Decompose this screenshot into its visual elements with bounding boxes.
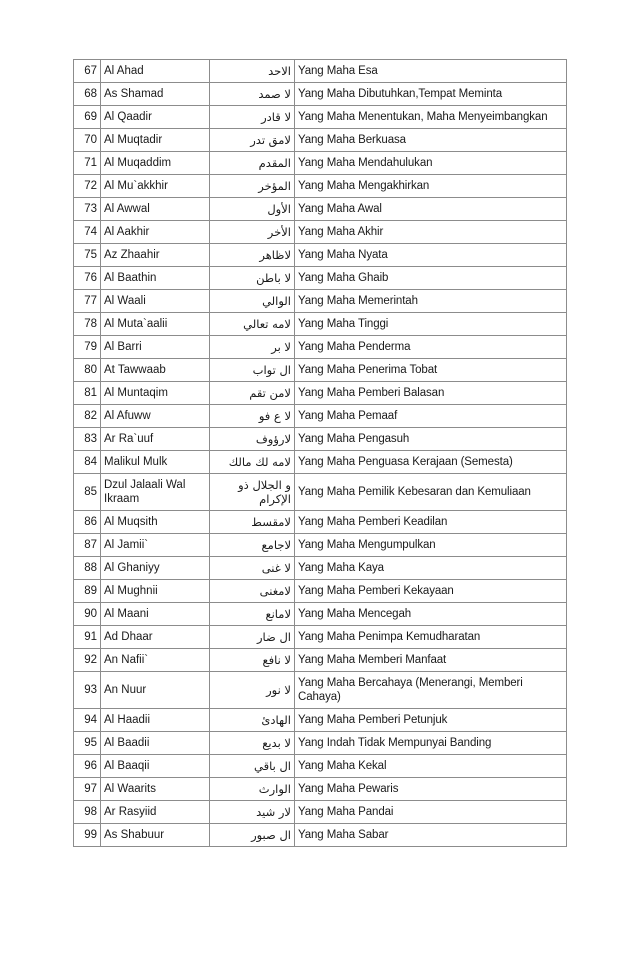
row-number: 82 [74, 405, 101, 428]
latin-name: Al Qaadir [101, 106, 210, 129]
table-row [74, 290, 567, 313]
arabic-name: الوارث [210, 778, 295, 801]
latin-name: Al Awwal [101, 198, 210, 221]
meaning-text: Yang Maha Sabar [295, 824, 567, 847]
meaning-text: Yang Maha Esa [295, 60, 567, 83]
row-number: 73 [74, 198, 101, 221]
row-number: 79 [74, 336, 101, 359]
row-number: 98 [74, 801, 101, 824]
meaning-text: Yang Maha Dibutuhkan,Tempat Meminta [295, 83, 567, 106]
latin-name: Al Mu`akkhir [101, 175, 210, 198]
row-number: 75 [74, 244, 101, 267]
latin-name: Al Ahad [101, 60, 210, 83]
row-number: 90 [74, 603, 101, 626]
arabic-name: لار شيد [210, 801, 295, 824]
table-row [74, 382, 567, 405]
table-row [74, 221, 567, 244]
arabic-name: ال ضار [210, 626, 295, 649]
table-row [74, 557, 567, 580]
latin-name: As Shabuur [101, 824, 210, 847]
table-row [74, 313, 567, 336]
row-number: 88 [74, 557, 101, 580]
table-row [74, 755, 567, 778]
row-number: 67 [74, 60, 101, 83]
arabic-name: لا قادر [210, 106, 295, 129]
meaning-text: Yang Maha Awal [295, 198, 567, 221]
table-row [74, 359, 567, 382]
latin-name: Dzul Jalaali Wal Ikraam [101, 474, 210, 511]
latin-name: An Nuur [101, 672, 210, 709]
row-number: 97 [74, 778, 101, 801]
arabic-name: لامغنى [210, 580, 295, 603]
table-body [74, 60, 567, 847]
asmaul-husna-table [73, 59, 567, 847]
arabic-name: لا بر [210, 336, 295, 359]
table-row [74, 534, 567, 557]
meaning-text: Yang Maha Pemilik Kebesaran dan Kemuliaan [295, 474, 567, 511]
latin-name: Al Mughnii [101, 580, 210, 603]
arabic-name: لا صمد [210, 83, 295, 106]
row-number: 76 [74, 267, 101, 290]
table-row [74, 709, 567, 732]
row-number: 69 [74, 106, 101, 129]
meaning-text: Yang Maha Memerintah [295, 290, 567, 313]
table-row [74, 778, 567, 801]
table-row [74, 511, 567, 534]
meaning-text: Yang Maha Kaya [295, 557, 567, 580]
latin-name: Al Ghaniyy [101, 557, 210, 580]
arabic-name: لامه تعالي [210, 313, 295, 336]
latin-name: Al Baadii [101, 732, 210, 755]
arabic-name: الاحد [210, 60, 295, 83]
latin-name: Al Aakhir [101, 221, 210, 244]
meaning-text: Yang Indah Tidak Mempunyai Banding [295, 732, 567, 755]
table-row [74, 649, 567, 672]
row-number: 81 [74, 382, 101, 405]
arabic-name: الأخر [210, 221, 295, 244]
row-number: 92 [74, 649, 101, 672]
meaning-text: Yang Maha Pemberi Balasan [295, 382, 567, 405]
meaning-text: Yang Maha Memberi Manfaat [295, 649, 567, 672]
latin-name: At Tawwaab [101, 359, 210, 382]
row-number: 83 [74, 428, 101, 451]
arabic-name: المؤخر [210, 175, 295, 198]
meaning-text: Yang Maha Mendahulukan [295, 152, 567, 175]
arabic-name: و الجلال ذو الإكرام [210, 474, 295, 511]
row-number: 70 [74, 129, 101, 152]
latin-name: Al Muqtadir [101, 129, 210, 152]
arabic-name: لا نور [210, 672, 295, 709]
latin-name: An Nafii` [101, 649, 210, 672]
arabic-name: لامن تقم [210, 382, 295, 405]
latin-name: Ad Dhaar [101, 626, 210, 649]
latin-name: Al Muntaqim [101, 382, 210, 405]
arabic-name: لامق تدر [210, 129, 295, 152]
arabic-name: الوالي [210, 290, 295, 313]
table-row [74, 244, 567, 267]
arabic-name: لا باطن [210, 267, 295, 290]
row-number: 77 [74, 290, 101, 313]
table-row [74, 336, 567, 359]
latin-name: Ar Ra`uuf [101, 428, 210, 451]
row-number: 78 [74, 313, 101, 336]
table-row [74, 732, 567, 755]
row-number: 80 [74, 359, 101, 382]
meaning-text: Yang Maha Akhir [295, 221, 567, 244]
row-number: 85 [74, 474, 101, 511]
arabic-name: ال صبور [210, 824, 295, 847]
meaning-text: Yang Maha Pengasuh [295, 428, 567, 451]
arabic-name: لا بديع [210, 732, 295, 755]
meaning-text: Yang Maha Penguasa Kerajaan (Semesta) [295, 451, 567, 474]
row-number: 84 [74, 451, 101, 474]
meaning-text: Yang Maha Penimpa Kemudharatan [295, 626, 567, 649]
row-number: 74 [74, 221, 101, 244]
latin-name: Al Muqaddim [101, 152, 210, 175]
row-number: 99 [74, 824, 101, 847]
arabic-name: لاظاهر [210, 244, 295, 267]
arabic-name: لا ع فو [210, 405, 295, 428]
table-row [74, 129, 567, 152]
row-number: 87 [74, 534, 101, 557]
row-number: 93 [74, 672, 101, 709]
latin-name: Al Baathin [101, 267, 210, 290]
latin-name: Al Jamii` [101, 534, 210, 557]
arabic-name: المقدم [210, 152, 295, 175]
arabic-name: لا غنى [210, 557, 295, 580]
table-row [74, 626, 567, 649]
table-row [74, 106, 567, 129]
meaning-text: Yang Maha Pandai [295, 801, 567, 824]
arabic-name: الأول [210, 198, 295, 221]
meaning-text: Yang Maha Pemaaf [295, 405, 567, 428]
table-row [74, 152, 567, 175]
row-number: 91 [74, 626, 101, 649]
table-row [74, 474, 567, 511]
meaning-text: Yang Maha Pemberi Kekayaan [295, 580, 567, 603]
meaning-text: Yang Maha Penerima Tobat [295, 359, 567, 382]
row-number: 86 [74, 511, 101, 534]
latin-name: Al Maani [101, 603, 210, 626]
latin-name: Ar Rasyiid [101, 801, 210, 824]
latin-name: Al Muqsith [101, 511, 210, 534]
arabic-name: لامه لك مالك [210, 451, 295, 474]
latin-name: Al Baaqii [101, 755, 210, 778]
latin-name: Malikul Mulk [101, 451, 210, 474]
meaning-text: Yang Maha Bercahaya (Menerangi, Memberi Cahaya) [295, 672, 567, 709]
latin-name: Az Zhaahir [101, 244, 210, 267]
latin-name: Al Afuww [101, 405, 210, 428]
meaning-text: Yang Maha Menentukan, Maha Menyeimbangkan [295, 106, 567, 129]
table-row [74, 267, 567, 290]
latin-name: Al Waali [101, 290, 210, 313]
table-row [74, 801, 567, 824]
table-row [74, 824, 567, 847]
row-number: 72 [74, 175, 101, 198]
meaning-text: Yang Maha Mencegah [295, 603, 567, 626]
meaning-text: Yang Maha Pewaris [295, 778, 567, 801]
table-row [74, 83, 567, 106]
latin-name: Al Muta`aalii [101, 313, 210, 336]
meaning-text: Yang Maha Penderma [295, 336, 567, 359]
table-row [74, 175, 567, 198]
table-row [74, 580, 567, 603]
arabic-name: لارؤوف [210, 428, 295, 451]
meaning-text: Yang Maha Kekal [295, 755, 567, 778]
meaning-text: Yang Maha Mengumpulkan [295, 534, 567, 557]
table-row [74, 428, 567, 451]
latin-name: As Shamad [101, 83, 210, 106]
arabic-name: ال تواب [210, 359, 295, 382]
latin-name: Al Waarits [101, 778, 210, 801]
row-number: 95 [74, 732, 101, 755]
row-number: 89 [74, 580, 101, 603]
table-row [74, 60, 567, 83]
table-row [74, 451, 567, 474]
table-row [74, 603, 567, 626]
meaning-text: Yang Maha Pemberi Petunjuk [295, 709, 567, 732]
latin-name: Al Haadii [101, 709, 210, 732]
row-number: 94 [74, 709, 101, 732]
table-row [74, 672, 567, 709]
table-row [74, 198, 567, 221]
meaning-text: Yang Maha Berkuasa [295, 129, 567, 152]
arabic-name: لامانع [210, 603, 295, 626]
arabic-name: لامقسط [210, 511, 295, 534]
row-number: 96 [74, 755, 101, 778]
arabic-name: لا نافع [210, 649, 295, 672]
meaning-text: Yang Maha Tinggi [295, 313, 567, 336]
row-number: 68 [74, 83, 101, 106]
table-row [74, 405, 567, 428]
meaning-text: Yang Maha Ghaib [295, 267, 567, 290]
meaning-text: Yang Maha Nyata [295, 244, 567, 267]
arabic-name: ال باقي [210, 755, 295, 778]
row-number: 71 [74, 152, 101, 175]
meaning-text: Yang Maha Mengakhirkan [295, 175, 567, 198]
arabic-name: لاجامع [210, 534, 295, 557]
meaning-text: Yang Maha Pemberi Keadilan [295, 511, 567, 534]
latin-name: Al Barri [101, 336, 210, 359]
arabic-name: الهادئ [210, 709, 295, 732]
